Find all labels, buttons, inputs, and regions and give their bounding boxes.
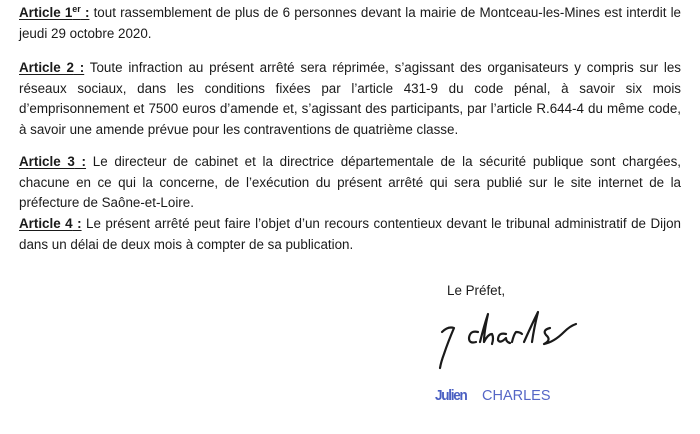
article-1-text: tout rassemblement de plus de 6 personnes devant la mairie de Montceau-les-Mines est interdit le jeudi 29 octobre 2020.: [19, 5, 682, 41]
signoff: Le Préfet,: [447, 283, 506, 298]
article-2-text: Toute infraction au présent arrêté sera réprimée, s’agissant des organisateurs y compris sur les réseaux sociaux, dans les conditions fixées par l’article 431-9 du code pénal, à savoir six mois d’emprisonnement et 7500 euros d’amende et, s’agissant des participants, par l’article R.644-4 du même code, à savoir une amende prévue pour les contraventions de quatrième classe.: [19, 60, 682, 137]
article-1-superscript: er: [72, 4, 81, 14]
article-4-text: Le présent arrêté peut faire l’objet d’un recours contentieux devant le tribunal administratif de Dijon dans un délai de deux mois à compter de sa publication.: [19, 216, 682, 252]
article-2: [19, 58, 681, 140]
article-1: [19, 3, 681, 44]
article-4-label: Article 4 :: [19, 216, 82, 231]
article-1-label: Article 1er :: [19, 4, 90, 20]
article-3: [19, 152, 681, 214]
article-2-label: Article 2 :: [19, 60, 85, 75]
article-4: [19, 214, 681, 255]
article-3-text: Le directeur de cabinet et la directrice départementale de la sécurité publique sont chargées, chacune en ce qui la concerne, de l’exécution du présent arrêté qui sera publié sur le site internet de la préfecture de Saône-et-Loire.: [19, 154, 682, 210]
stamp-last-name: CHARLES: [482, 388, 551, 404]
stamp-first-name: Julien: [435, 387, 467, 404]
signatory-name-stamp: [435, 384, 575, 410]
handwritten-signature: [428, 302, 588, 372]
article-3-label: Article 3 :: [19, 154, 87, 169]
